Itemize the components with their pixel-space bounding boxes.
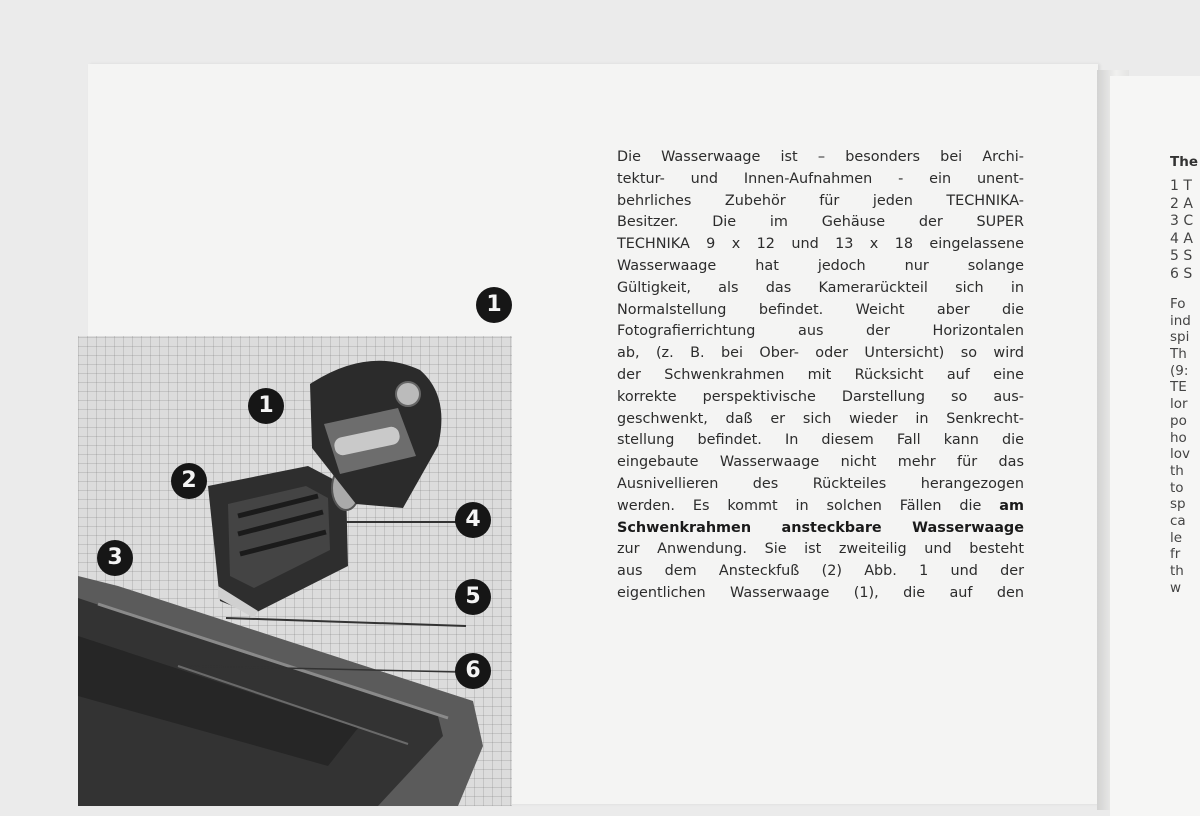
- text-line: stellung befindet. In diesem Fall kann die: [617, 432, 1024, 449]
- text-fragment: ca: [1170, 512, 1186, 529]
- text-line-with-bold: [617, 496, 1024, 518]
- list-item: 4 A: [1170, 230, 1193, 247]
- text-fragment: th: [1170, 462, 1184, 479]
- text-line: behrliches Zubehör für jeden TECHNIKA-: [617, 192, 1024, 209]
- text-fragment: fr: [1170, 546, 1181, 563]
- spirit-level-illustration: [78, 336, 512, 806]
- text-line: zur Anwendung. Sie ist zweiteilig und besteht: [617, 541, 1024, 558]
- text-line: aus dem Ansteckfuß (2) Abb. 1 und der: [617, 563, 1024, 580]
- text-fragment: TE: [1170, 379, 1187, 396]
- text-fragment: lov: [1170, 446, 1190, 463]
- text-line: geschwenkt, daß er sich wieder in Senkrecht-: [617, 410, 1024, 427]
- list-item: 6 S: [1170, 265, 1193, 282]
- text-line: TECHNIKA 9 x 12 und 13 x 18 eingelassene: [617, 236, 1024, 253]
- bold-text: Schwenkrahmen ansteckbare Wasserwaage: [617, 519, 1024, 536]
- text-fragment: ind: [1170, 312, 1191, 329]
- list-item: 3 C: [1170, 213, 1194, 229]
- callout-1-badge: 1: [248, 388, 284, 424]
- text-fragment: spi: [1170, 329, 1190, 346]
- text-line: eigentlichen Wasserwaage (1), die auf den: [617, 584, 1024, 601]
- text-fragment: sp: [1170, 496, 1186, 513]
- text-line: ab, (z. B. bei Ober- oder Untersicht) so wird: [617, 345, 1024, 362]
- text-fragment: Th: [1170, 346, 1187, 363]
- right-page-text: [1170, 152, 1200, 596]
- callout-4-badge: 4: [455, 502, 491, 538]
- spacer: [1170, 283, 1200, 296]
- text-line: tektur- und Innen-Aufnahmen - ein unent-: [617, 170, 1024, 187]
- text-line: Die Wasserwaage ist – besonders bei Archi-: [617, 149, 1024, 165]
- text-fragment: po: [1170, 412, 1187, 429]
- text-line: der Schwenkrahmen mit Rücksicht auf eine: [617, 366, 1024, 383]
- callout-2-badge: 2: [171, 463, 207, 499]
- list-item: 1 T: [1170, 178, 1192, 194]
- text-fragment: w: [1170, 579, 1182, 596]
- bold-text: am: [999, 497, 1025, 514]
- text-line: Gültigkeit, als das Kamerarückteil sich in: [617, 279, 1024, 296]
- spirit-level-photo: [78, 336, 512, 806]
- text-fragment: Fo: [1170, 296, 1186, 312]
- figure-number-badge: 1: [476, 287, 512, 323]
- callout-6-badge: 6: [455, 653, 491, 689]
- text-line: Wasserwaage hat jedoch nur solange: [617, 257, 1024, 274]
- text-line: Besitzer. Die im Gehäuse der SUPER: [617, 214, 1024, 231]
- text-fragment: (9:: [1170, 362, 1189, 379]
- right-page-title: The: [1170, 154, 1198, 170]
- text-fragment: ho: [1170, 429, 1187, 446]
- list-item: 2 A: [1170, 195, 1193, 212]
- spirit-level-circular-vial: [396, 382, 420, 406]
- list-item: 5 S: [1170, 248, 1193, 264]
- text-line: eingebaute Wasserwaage nicht mehr für das: [617, 454, 1024, 471]
- text-line: korrekte perspektivische Darstellung so aus-: [617, 388, 1024, 405]
- text-fragment: lor: [1170, 396, 1188, 413]
- text-line: Ausnivellieren des Rückteiles herangezogen: [617, 475, 1024, 492]
- text-fragment: to: [1170, 479, 1184, 496]
- text-line-bold: [617, 518, 1024, 540]
- text-line: Normalstellung befindet. Weicht aber die: [617, 301, 1024, 318]
- text-segment: werden. Es kommt in solchen Fällen die: [617, 497, 982, 514]
- text-fragment: le: [1170, 529, 1183, 546]
- callout-line-5: [226, 618, 466, 626]
- text-line: Fotografierrichtung aus der Horizontalen: [617, 323, 1024, 340]
- callout-3-badge: 3: [97, 540, 133, 576]
- text-fragment: th: [1170, 563, 1184, 579]
- callout-5-badge: 5: [455, 579, 491, 615]
- instruction-text: [617, 147, 1024, 605]
